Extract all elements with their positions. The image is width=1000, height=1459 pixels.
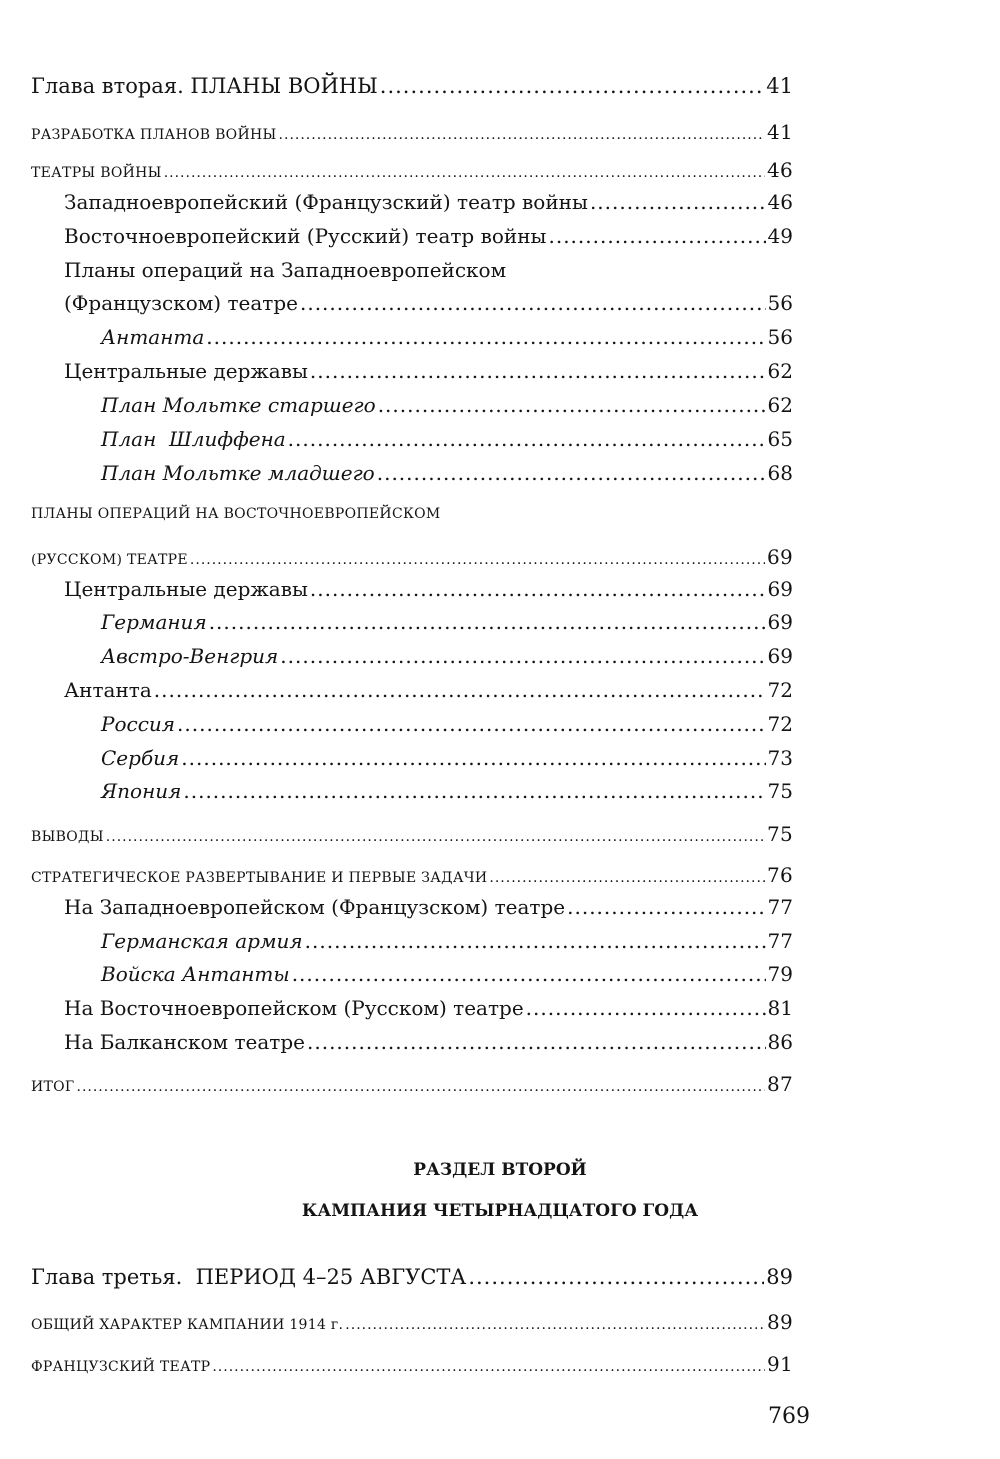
toc-entry[interactable] <box>101 779 793 803</box>
toc-entry-title: ТЕАТРЫ ВОЙНЫ <box>31 165 162 181</box>
toc-leader-dots <box>489 870 765 886</box>
toc-entry-title: Япония <box>101 779 182 803</box>
toc-entry-page: 69 <box>767 610 793 634</box>
toc-entry-page: 81 <box>767 996 793 1020</box>
toc-entry-page: 68 <box>767 461 793 485</box>
toc-entry-page: 69 <box>766 545 793 569</box>
toc-entry-title: Войска Антанты <box>101 962 290 986</box>
toc-leader-dots <box>288 427 766 451</box>
toc-leader-dots <box>377 461 766 485</box>
toc-entry[interactable] <box>64 291 793 315</box>
toc-entry-title: ОБЩИЙ ХАРАКТЕР КАМПАНИИ 1914 г. <box>31 1317 344 1333</box>
toc-leader-dots <box>345 1317 765 1333</box>
toc-entry[interactable] <box>101 746 793 770</box>
toc-entry[interactable] <box>101 962 793 986</box>
toc-entry-page: 87 <box>766 1072 793 1096</box>
toc-entry[interactable] <box>101 461 793 485</box>
toc-leader-dots <box>300 291 766 315</box>
toc-entry[interactable] <box>31 1352 793 1376</box>
toc-leader-dots <box>380 74 765 98</box>
toc-entry-title: Глава третья. ПЕРИОД 4–25 АВГУСТА <box>31 1265 467 1289</box>
section-label: РАЗДЕЛ ВТОРОЙ <box>413 1160 587 1180</box>
toc-entry-page: 56 <box>767 325 793 349</box>
toc-entry-title: План Шлиффена <box>101 427 286 451</box>
section-title: КАМПАНИЯ ЧЕТЫРНАДЦАТОГО ГОДА <box>301 1201 699 1221</box>
toc-entry-title: ИТОГ <box>31 1079 75 1095</box>
toc-entry-page: 41 <box>766 120 793 144</box>
toc-entry-line-1[interactable] <box>64 258 793 282</box>
toc-leader-dots <box>548 224 765 248</box>
toc-leader-dots <box>212 1359 765 1375</box>
toc-entry-page: 89 <box>766 1310 793 1334</box>
toc-entry-title: ВЫВОДЫ <box>31 829 104 845</box>
toc-entry[interactable] <box>101 712 793 736</box>
toc-entry-title: Восточноевропейский (Русский) театр войны <box>64 224 547 248</box>
toc-leader-dots <box>164 165 765 181</box>
toc-entry-title: Западноевропейский (Французский) театр войны <box>64 190 588 214</box>
toc-entry-chapter-3[interactable] <box>31 1265 793 1289</box>
toc-entry-title: На Восточноевропейском (Русском) театре <box>64 996 524 1020</box>
toc-entry-page: 77 <box>767 929 793 953</box>
toc-entry[interactable] <box>31 545 793 569</box>
toc-entry[interactable] <box>31 822 793 846</box>
toc-entry-page: 49 <box>767 224 793 248</box>
toc-entry[interactable] <box>64 224 793 248</box>
toc-entry-page: 75 <box>767 779 793 803</box>
toc-entry[interactable] <box>31 158 793 182</box>
toc-leader-dots <box>526 996 766 1020</box>
toc-entry-page: 46 <box>766 158 793 182</box>
toc-leader-dots <box>305 929 766 953</box>
toc-entry-page: 65 <box>767 427 793 451</box>
toc-leader-dots <box>280 644 765 668</box>
toc-entry-page: 76 <box>766 863 793 887</box>
toc-entry[interactable] <box>64 359 793 383</box>
toc-entry-title: Германская армия <box>101 929 303 953</box>
toc-leader-dots <box>567 895 765 919</box>
toc-leader-dots <box>206 325 765 349</box>
toc-entry-line-1[interactable] <box>31 506 793 522</box>
toc-leader-dots <box>190 552 765 568</box>
toc-leader-dots <box>77 1079 765 1095</box>
toc-entry-page: 41 <box>766 74 793 98</box>
toc-entry-page: 56 <box>767 291 793 315</box>
toc-entry-title: Планы операций на Западноевропейском <box>64 258 507 282</box>
toc-entry-title: На Западноевропейском (Французском) театре <box>64 895 566 919</box>
toc-entry[interactable] <box>101 929 793 953</box>
toc-entry[interactable] <box>31 863 793 887</box>
toc-entry[interactable] <box>64 577 793 601</box>
toc-entry-chapter-2[interactable] <box>31 74 793 98</box>
toc-entry-page: 75 <box>766 822 793 846</box>
page-number: 769 <box>768 1404 810 1429</box>
toc-entry-title: Россия <box>101 712 176 736</box>
toc-entry[interactable] <box>101 610 793 634</box>
toc-entry-title: (РУССКОМ) ТЕАТРЕ <box>31 552 188 568</box>
toc-leader-dots <box>181 746 765 770</box>
toc-entry-title: Антанта <box>64 678 152 702</box>
toc-entry[interactable] <box>64 1030 793 1054</box>
toc-entry-page: 86 <box>767 1030 793 1054</box>
toc-entry-title: План Мольтке старшего <box>101 393 376 417</box>
toc-entry[interactable] <box>31 1310 793 1334</box>
toc-entry-title: (Французском) театре <box>64 291 298 315</box>
toc-entry-title: РАЗРАБОТКА ПЛАНОВ ВОЙНЫ <box>31 127 277 143</box>
toc-entry-title: Глава вторая. ПЛАНЫ ВОЙНЫ <box>31 74 378 98</box>
toc-leader-dots <box>590 190 766 214</box>
toc-entry-title: Сербия <box>101 746 180 770</box>
toc-entry-title: Германия <box>101 610 207 634</box>
toc-leader-dots <box>106 829 765 845</box>
toc-entry[interactable] <box>64 678 793 702</box>
toc-entry[interactable] <box>101 427 793 451</box>
toc-entry-page: 62 <box>767 393 793 417</box>
toc-leader-dots <box>310 577 766 601</box>
toc-entry[interactable] <box>31 120 793 144</box>
toc-entry-title: Антанта <box>101 325 205 349</box>
toc-entry[interactable] <box>101 393 793 417</box>
toc-entry-page: 69 <box>767 577 793 601</box>
toc-entry-title: План Мольтке младшего <box>101 461 375 485</box>
toc-entry-title: ПЛАНЫ ОПЕРАЦИЙ НА ВОСТОЧНОЕВРОПЕЙСКОМ <box>31 506 441 522</box>
toc-entry-page: 91 <box>766 1352 793 1376</box>
toc-entry[interactable] <box>64 895 793 919</box>
toc-entry-title: ФРАНЦУЗСКИЙ ТЕАТР <box>31 1359 211 1375</box>
toc-leader-dots <box>468 1265 764 1289</box>
toc-entry-page: 89 <box>766 1265 793 1289</box>
toc-entry-title: СТРАТЕГИЧЕСКОЕ РАЗВЕРТЫВАНИЕ И ПЕРВЫЕ ЗАДАЧИ <box>31 870 488 886</box>
toc-entry[interactable] <box>101 325 793 349</box>
toc-leader-dots <box>378 393 766 417</box>
toc-entry[interactable] <box>31 1072 793 1096</box>
toc-entry-page: 79 <box>767 962 793 986</box>
toc-entry-page: 62 <box>767 359 793 383</box>
toc-entry[interactable] <box>101 644 793 668</box>
toc-entry[interactable] <box>64 996 793 1020</box>
toc-entry[interactable] <box>64 190 793 214</box>
toc-leader-dots <box>154 678 766 702</box>
toc-entry-page: 72 <box>767 712 793 736</box>
toc-entry-title: Центральные державы <box>64 577 308 601</box>
toc-entry-page: 73 <box>767 746 793 770</box>
toc-leader-dots <box>310 359 766 383</box>
toc-entry-page: 46 <box>767 190 793 214</box>
toc-leader-dots <box>183 779 765 803</box>
toc-entry-page: 69 <box>767 644 793 668</box>
toc-entry-title: На Балканском театре <box>64 1030 305 1054</box>
toc-entry-page: 77 <box>767 895 793 919</box>
toc-leader-dots <box>292 962 766 986</box>
toc-entry-title: Центральные державы <box>64 359 308 383</box>
toc-leader-dots <box>177 712 766 736</box>
toc-leader-dots <box>307 1030 766 1054</box>
toc-leader-dots <box>209 610 766 634</box>
toc-entry-page: 72 <box>767 678 793 702</box>
toc-leader-dots <box>279 127 765 143</box>
toc-entry-title: Австро-Венгрия <box>101 644 279 668</box>
